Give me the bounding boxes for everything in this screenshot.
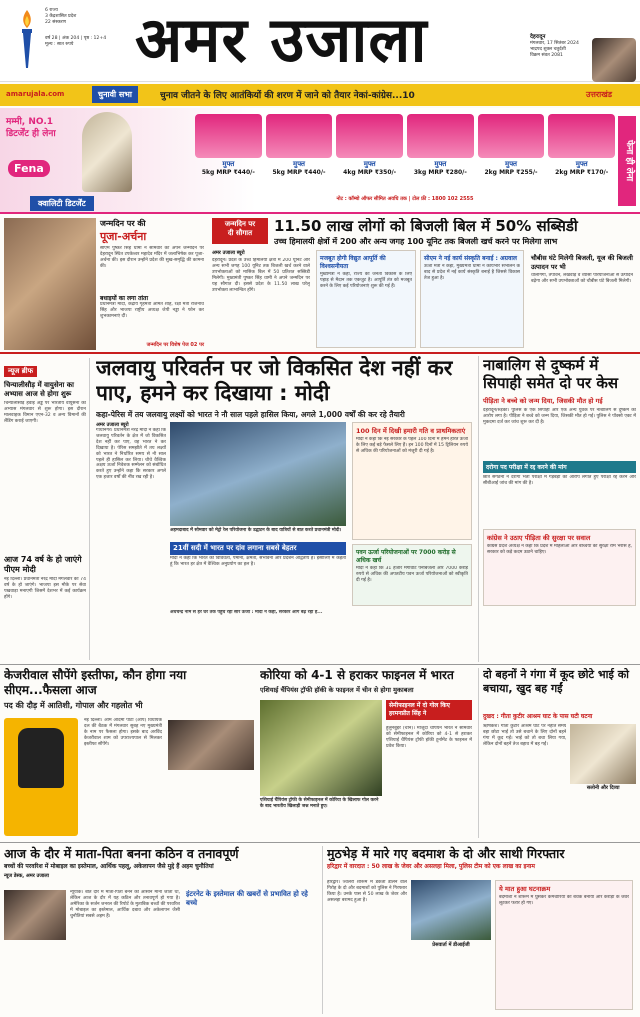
box-head: 100 दिन में दिखी हमारी गति व प्राथमिकताएं xyxy=(356,427,466,435)
ad-product xyxy=(407,114,474,192)
kejriwal-story xyxy=(4,668,254,838)
box-head: पवन ऊर्जा परियोजनाओं पर 7000 करोड़ से अधिक खर्च xyxy=(356,549,456,564)
ad-brand-logo: Fena xyxy=(8,160,50,177)
modi-100days-box xyxy=(352,422,472,540)
modi-story xyxy=(96,356,472,662)
news-brief-tag: न्यूज ब्रीफ xyxy=(4,366,37,377)
hockey-badge: सेमीफाइनल में दो गोल किए हरमनप्रीत सिंह ने xyxy=(386,700,472,720)
hockey-story xyxy=(260,668,472,838)
subsidy-subhead: उच्च हिमालयी क्षेत्रों में 200 और अन्य जगह 100 यूनिट तक बिजली खर्च करने पर मिलेगा लाभ xyxy=(274,237,558,246)
ad-product xyxy=(478,114,545,192)
samvat-line: विक्रम संवत 2081 xyxy=(530,53,563,58)
hockey-headline[interactable]: कोरिया को 4-1 से हराकर फाइनल में भारत xyxy=(260,668,454,682)
ad-product xyxy=(195,114,262,192)
product-pack-icon xyxy=(478,114,545,158)
subsidy-headline[interactable]: 11.50 लाख लोगों को बिजली बिल में 50% सब्सिडी xyxy=(274,218,578,235)
highlight-text: मोदी ने कहा कि भारत की विविधता, पैमाना, क्षमता, संभावना और प्रदर्शन अद्वितीय हैं। इसीलिए मैं कहता हूं कि भारत हर क्षेत्र में वैश्विक अनुप्रयोग का हल है। xyxy=(170,556,346,567)
ganga-headline[interactable]: दो बहनों ने गंगा में कूद छोटे भाई को बचाया, खुद बह गईं xyxy=(483,668,629,695)
divider xyxy=(0,842,640,843)
ganga-photo xyxy=(570,724,636,784)
story-subsidy xyxy=(212,218,636,350)
ad-right-text: फेना ही लेना xyxy=(618,116,636,206)
encounter-story xyxy=(322,846,636,1014)
divider xyxy=(0,664,640,665)
ad-tagline: क्वालिटी डिटर्जेंट xyxy=(30,196,94,211)
box-text: धौलीगंगा, तपोवन, लखवाड़ व व्यासी परियोजनाओं से उत्पादन बढ़ेगा और सभी उपभोक्ताओं को चौबीस घंटे बिजली मिलेगी। xyxy=(531,273,633,284)
highlight-head: 21वीं सदी में भारत पर दांव लगाना सबसे बेहतर xyxy=(173,544,297,552)
right-text: देहरादून/रुड़की। पुलिस के एक सिपाही और एक अन्य युवक पर नाबालिग से दुष्कर्म का आरोप लगा है। पीड़िता ने बच्चे को जन्म दिया, जिसकी मौत हो गई। पुलिस ने पॉक्सो एक्ट में मुकदमा दर्ज कर जांच शुरू कर दी है। xyxy=(483,408,636,425)
ad-footer: नोट : कॉम्बो ऑफर सीमित अवधि तक | टोल फ्री : 1800 102 2555 xyxy=(336,196,474,202)
region-label: उत्तराखंड xyxy=(586,90,613,99)
hockey-text: हुलुनबुइर (चीन)। मौजूदा चैंपियन भारत ने सोमवार को सेमीफाइनल में कोरिया को 4-1 से हराकर एशियाई चैंपियंस ट्रॉफी हॉकी टूर्नामेंट के फाइनल में प्रवेश किया। xyxy=(386,726,472,749)
parenting-story xyxy=(4,846,316,1014)
product-pack: 3kg MRP ₹280/- xyxy=(413,169,467,176)
modi-photo xyxy=(170,422,346,526)
parenting-subhead: बच्चों की परवरिश में मोबाइल का इस्तेमाल, आर्थिक पहलू, अकेलापन जैसे मुद्दे हैं अहम चुनौतियां xyxy=(4,863,214,870)
ganga-photo-caption: सलोनी और दिव्या xyxy=(586,785,620,791)
product-pack: 2kg MRP ₹170/- xyxy=(555,169,609,176)
site-link[interactable]: amarujala.com xyxy=(6,90,65,98)
kejriwal-text: नई दिल्ली। आम आदमी पार्टी (आप) विधायक दल की बैठक में मंगलवार सुबह नए मुख्यमंत्री के नाम पर फैसला होगा। इसके बाद अरविंद केजरीवाल शाम को उपराज्यपाल से मिलकर इस्तीफा सौंपेंगे। xyxy=(84,718,162,747)
right-box xyxy=(483,529,636,606)
box-text: बदमाशों ने शोरूम में घुसकर कर्मचारियों को बंधक बनाया और करोड़ों के जेवर लूटकर फरार हो गए। xyxy=(499,895,629,906)
puja-ref[interactable]: जन्मदिन पर विशेष पेज 02 पर xyxy=(146,342,204,348)
puja-headline: पूजा-अर्चना xyxy=(100,230,147,243)
encounter-subhead: हरिद्वार में वारदात : 50 लाख के जेवर और असलहा मिला, पुलिस टीम को एक लाख का इनाम xyxy=(327,863,535,870)
box-text: मुख्यमंत्री ने कहा, राज्य की जनता विकास के लिए पहाड़ से मैदान तक एकजुट है। आपूर्ति तंत्र को मजबूत करने के लिए कई परियोजनाएं शुरू की गई हैं। xyxy=(320,272,412,289)
ad-product xyxy=(266,114,333,192)
subsidy-text: देहरादून। प्रदेश के उच्च हिमालयी क्षेत्रों में 200 यूनिट और अन्य सभी जगह 100 यूनिट तक बिजली खर्च करने वाले उपभोक्ताओं को मासिक बिल में 50 प्रतिशत सब्सिडी मिलेगी। मुख्यमंत्री पुष्कर सिंह धामी ने अपने जन्मदिन पर यह सौगात दी। इससे प्रदेश के 11.50 लाख घरेलू उपभोक्ता लाभान्वित होंगे। xyxy=(212,258,310,293)
brief-text: नई दिल्ली। प्रधानमंत्री नरेंद्र मोदी मंगलवार को 74 वर्ष के हो जाएंगे। भाजपा इस मौके पर सेवा पखवाड़ा मनाएगी जिसमें देशभर में कई कार्यक्रम होंगे। xyxy=(4,577,86,600)
box-head: कांग्रेस ने उठाए पीड़िता की सुरक्षा पर सवाल xyxy=(487,534,591,542)
election-bar xyxy=(0,84,640,106)
modi-text: गांधीनगर। प्रधानमंत्री नरेंद्र मोदी ने कहा कि जलवायु परिवर्तन के क्षेत्र में जो विकसित देश नहीं कर पाए, वह भारत ने कर दिखाया है। पेरिस समझौते में तय लक्ष्यों को भारत ने निर्धारित समय से नौ साल पहले ही हासिल कर लिया। चौथे वैश्विक अक्षय ऊर्जा निवेशक सम्मेलन को संबोधित करते हुए उन्होंने कहा कि सरकार अगले एक हजार वर्षों की नींव रख रही है। xyxy=(96,428,166,481)
ad-product xyxy=(336,114,403,192)
parenting-byline: न्यूज डेस्क, अमर उजाला xyxy=(4,873,49,879)
product-pack: 5kg MRP ₹440/- xyxy=(201,169,255,176)
right-story xyxy=(478,356,636,662)
product-pack-icon xyxy=(407,114,474,158)
product-pack: 5kg MRP ₹440/- xyxy=(272,169,326,176)
leader-portrait xyxy=(592,38,636,82)
news-brief xyxy=(4,358,90,660)
modi-highlight-bar xyxy=(170,542,346,555)
hockey-caption: एशियाई चैंपियंस ट्रॉफी के सेमीफाइनल में कोरिया के खिलाफ गोल करने के बाद भारतीय खिलाड़ी जश्न मनाते हुए। xyxy=(260,798,379,809)
puja-photo xyxy=(4,218,96,350)
box-head: ये मात हुआ घटनाक्रम xyxy=(499,885,551,893)
modi-photo-caption: अहमदाबाद में सोमवार को मेट्रो रेल परियोजना के उद्घाटन के बाद यात्रियों से बात करते प्रधानमंत्री मोदी। xyxy=(170,528,342,533)
ganga-story xyxy=(478,668,636,838)
product-offer: मुफ्त xyxy=(293,160,305,168)
hockey-photo xyxy=(260,700,382,796)
info-line: 22 संस्करण xyxy=(45,20,66,25)
box-head: मजबूत होगी विद्युत आपूर्ति की विश्वसनीयता xyxy=(320,255,386,270)
election-headline[interactable]: चुनाव जीतने के लिए आतंकियों की शरण में जाने को तैयार नेकां-कांग्रेस...10 xyxy=(160,91,415,101)
subsidy-byline: अमर उजाला ब्यूरो xyxy=(212,250,245,256)
product-offer: मुफ्त xyxy=(222,160,235,168)
subsidy-tag-line: जन्मदिन पर xyxy=(224,220,256,228)
right-subhead: पीड़िता ने बच्चे को जन्म दिया, जिसकी मौत हो गई xyxy=(483,397,603,405)
edition-date: मंगलवार, 17 सितंबर 2024 xyxy=(530,41,579,46)
divider xyxy=(0,352,640,354)
product-pack-icon xyxy=(548,114,615,158)
product-pack-icon xyxy=(266,114,333,158)
ad-product xyxy=(548,114,615,192)
brief-head[interactable]: आज 74 वर्ष के हो जाएंगे पीएम मोदी xyxy=(4,555,82,574)
encounter-text: हरिद्वार। ज्वेलरी शोरूम में डकैती डालने वाले गिरोह के दो और बदमाशों को पुलिस ने गिरफ्तार किया है। उनके पास से 50 लाख के जेवर और असलहा बरामद हुआ है। xyxy=(327,880,407,903)
subsidy-tag-line: दी सौगात xyxy=(227,229,253,237)
product-pack: 2kg MRP ₹255/- xyxy=(484,169,538,176)
newspaper-title: अमर उजाला xyxy=(135,3,428,76)
plasto-tank-ad[interactable] xyxy=(4,718,78,836)
product-pack-icon xyxy=(195,114,262,158)
ad-child-photo xyxy=(82,112,132,192)
kejriwal-headline[interactable]: केजरीवाल सौपेंगे इस्तीफा, कौन होगा नया सीएम...फैसला आज xyxy=(4,668,187,697)
box-text: ऊर्जा मंत्री ने कहा, मुख्यमंत्री धामी ने कार्यभार संभालने के बाद से प्रदेश में नई कार्य संस्कृति बनाई है जिससे विकास तेज हुआ है। xyxy=(424,264,520,281)
modi-byline: अमर उजाला ब्यूरो xyxy=(96,422,129,428)
box-head: चौबीस घंटे मिलेगी बिजली, यूज की बिजली उत्पादन पर भी xyxy=(531,254,633,271)
info-line: 6 राज्य xyxy=(45,8,58,13)
box-text: मोदी ने कहा कि नई सरकार के पहले 100 दिनों में हमने हरित ऊर्जा के लिए कई बड़े फैसले लिए हैं। इन 100 दिनों में 15 ट्रिलियन रुपये से अधिक की परियोजनाओं को मंजूरी दी गई है। xyxy=(356,437,468,454)
ganga-subhead: दुखद : गीता कुटीर आश्रम घाट के पास घटी घटना xyxy=(483,713,593,720)
parenting-headline[interactable]: आज के दौर में माता-पिता बनना कठिन व तनावपूर्ण xyxy=(4,846,239,861)
parenting-text: न्यूयॉर्क। बीते दौर में माता-पिता बनने को आसान माना जाता था, लेकिन आज के दौर में यह कठिन और तनावपूर्ण हो गया है। अमेरिका के सर्जन जनरल की रिपोर्ट के मुताबिक बच्चों की परवरिश में मोबाइल का इस्तेमाल, आर्थिक दबाव और अकेलापन जैसी चुनौतियां सबसे अहम हैं। xyxy=(70,890,180,919)
brief-head[interactable]: चिन्यालीसौड़ में वायुसेना का अभ्यास आज से होगा शुरू xyxy=(4,381,74,398)
product-offer: मुफ्त xyxy=(575,160,588,168)
encounter-headline[interactable]: मुठभेड़ में मारे गए बदमाश के दो और साथी गिरफ्तार xyxy=(327,846,565,861)
product-pack-icon xyxy=(336,114,403,158)
puja-kicker: जन्मदिन पर की xyxy=(100,219,146,228)
samvat-line: भाद्रपद शुक्ल चतुर्दशी xyxy=(530,47,566,52)
parenting-photo xyxy=(4,890,66,940)
puja-subhead: बधाइयों का लगा तांता xyxy=(100,295,149,302)
wind-energy-box xyxy=(352,544,472,606)
puja-text: सीएम पुष्कर सिंह धामी ने सोमवार को अपने जन्मदिन पर देहरादून स्थित टपकेश्वर महादेव मंदिर में जलाभिषेक कर पूजा-अर्चना की। इस दौरान उन्होंने प्रदेश की सुख-समृद्धि की कामना की। xyxy=(100,246,204,269)
product-offer: मुफ्त xyxy=(505,160,517,168)
box-text: कांग्रेस प्रदेश अध्यक्ष ने कहा कि प्रदेश में महिलाओं और बच्चियों की सुरक्षा राम भरोसे है, सरकार को कड़े कदम उठाने चाहिए। xyxy=(487,544,632,555)
kejriwal-subhead: पद की दौड़ में आतिशी, गोपाल और गहलोत भी xyxy=(4,701,143,710)
encounter-photo-caption: प्रेसवार्ता में डीआईजी xyxy=(432,942,470,948)
issue-info: वर्ष 28 | अंक 204 | पृष्ठ : 12+4 xyxy=(45,36,107,41)
subsidy-box xyxy=(316,250,416,348)
kejriwal-photo xyxy=(168,720,254,770)
encounter-photo xyxy=(411,880,491,940)
product-pack: 4kg MRP ₹350/- xyxy=(343,169,397,176)
edition-city: देहरादून xyxy=(530,34,546,40)
subsidy-box xyxy=(528,250,636,348)
info-line: 3 केंद्रशासित प्रदेश xyxy=(45,14,77,19)
masthead xyxy=(0,0,640,82)
encounter-box xyxy=(495,880,633,1010)
hockey-subhead: एशियाई चैंपियंस ट्रॉफी हॉकी के फाइनल में चीन से होगा मुकाबला xyxy=(260,686,414,694)
right-bar-text: छात्र संगठनों ने दरोगा भर्ती परीक्षा में गड़बड़ी का आरोप लगाते हुए परीक्षा रद्द करने और सीबीआई जांच की मांग की है। xyxy=(483,475,636,486)
story-puja xyxy=(4,218,204,350)
subsidy-box xyxy=(420,250,524,348)
subsidy-tag xyxy=(212,218,268,244)
puja-subtext: प्रधानमंत्री मोदी, केंद्रीय गृहमंत्री अमित शाह, रक्षा मंत्री राजनाथ सिंह और भाजपा राष्ट्रीय अध्यक्ष जेपी नड्डा ने फोन कर शुभकामनाएं दीं। xyxy=(100,302,204,319)
ad-left-text: मम्मी, NO.1 डिटर्जेंट ही लेना xyxy=(6,117,56,139)
modi-headline[interactable]: जलवायु परिवर्तन पर जो विकसित देश नहीं कर पाए, हमने कर दिखाया : मोदी xyxy=(96,356,453,405)
masthead-left-info xyxy=(45,8,130,48)
product-offer: मुफ्त xyxy=(434,160,447,168)
election-label: चुनावी सभा xyxy=(92,86,138,103)
torch-logo-icon xyxy=(12,6,42,72)
parenting-quote: इंटरनेट के इस्तेमाल की खबरों से प्रभावित हो रहे बच्चे xyxy=(186,890,308,907)
right-headline[interactable]: नाबालिग से दुष्कर्म में सिपाही समेत दो पर केस xyxy=(483,356,618,392)
box-head: सीएम ने नई कार्य संस्कृति बनाई : अग्रवाल xyxy=(424,255,517,262)
product-offer: मुफ्त xyxy=(363,160,376,168)
right-bar: दरोगा पद परीक्षा में रद्द करने की मांग xyxy=(483,461,636,473)
price-info: मूल्य : सात रुपये xyxy=(45,42,74,47)
modi-footnote: अर्धचन्द्र नाम से हर घर तक पहुंच रही सौर ऊर्जा : मोदी ने कहा, सरकार आगे बढ़ रही है... xyxy=(170,610,323,615)
box-text: मोदी ने कहा कि 31 हजार मेगावाट पनबिजली और 7000 करोड़ रुपये से अधिक की अपतटीय पवन ऊर्जा परियोजनाओं को स्वीकृति दी गई है। xyxy=(356,566,468,583)
fena-advertisement[interactable] xyxy=(0,108,640,214)
modi-subhead: कहा-पेरिस में तय जलवायु लक्ष्यों को भारत ने नौ साल पहले हासिल किया, अगले 1,000 वर्षों की कर रहे तैयारी xyxy=(96,410,405,419)
ganga-text: ऋषिकेश। गीता कुटीर आश्रम घाट पर नहाते समय बहा छोटा भाई तो उसे बचाने के लिए दोनों बहनें गंगा में कूद गईं। भाई को तो बचा लिया गया, लेकिन दोनों बहनें तेज बहाव में बह गईं। xyxy=(483,724,567,747)
tank-icon xyxy=(18,728,64,788)
ad-product-row xyxy=(195,114,615,192)
brief-text: चिन्यालीसौड़ हवाई अड्डे पर भारतीय वायुसेना का अभ्यास मंगलवार से शुरू होगा। इस दौरान मालवाहक विमान एएन-32 व अन्य विमानों की लैंडिंग कराई जाएगी। xyxy=(4,401,86,424)
